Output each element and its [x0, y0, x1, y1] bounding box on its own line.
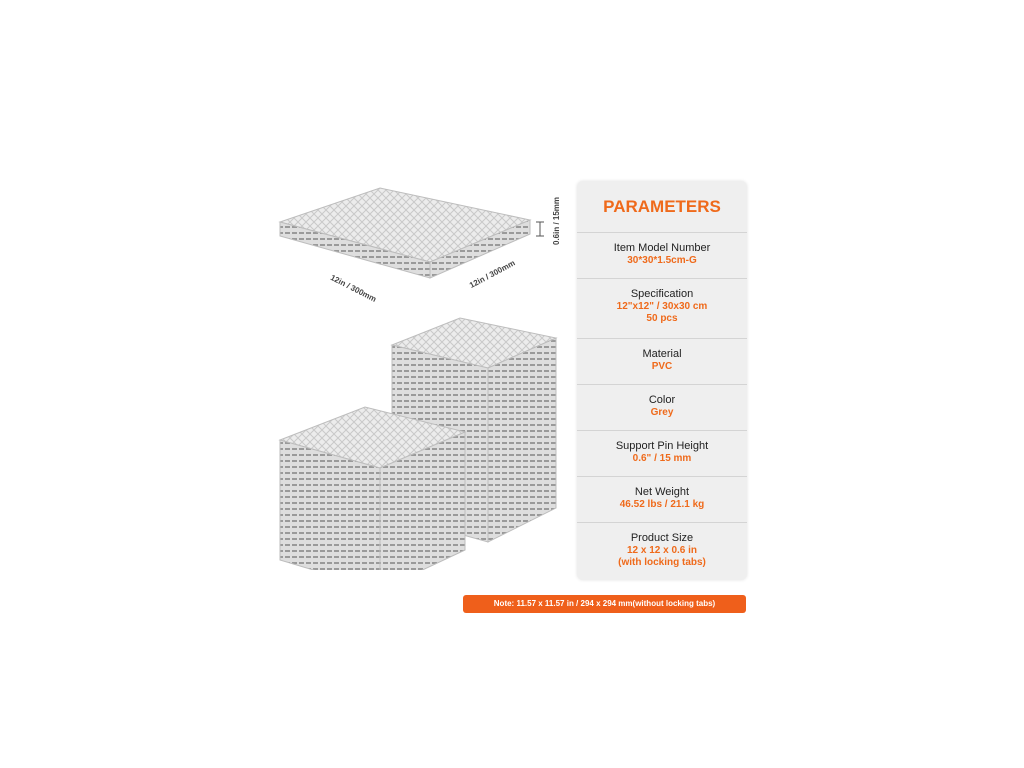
dimension-left-label: 12in / 300mm — [328, 273, 378, 304]
tile-illustration — [270, 170, 570, 570]
tile-stack-front — [280, 407, 465, 570]
tile-stack-image — [270, 170, 570, 570]
height-marker — [536, 222, 544, 236]
param-label: Specification — [630, 288, 694, 300]
param-label: Support Pin Height — [615, 440, 709, 452]
param-label: Product Size — [630, 532, 694, 544]
param-value: 0.6" / 15 mm — [632, 453, 692, 464]
param-value: 12"x12" / 30x30 cm — [616, 301, 708, 312]
param-value: PVC — [651, 361, 673, 372]
dimension-right-label: 12in / 300mm — [468, 258, 517, 290]
dimension-height-label: 0.6in / 15mm — [552, 196, 561, 245]
param-row-color — [577, 384, 747, 431]
param-label: Net Weight — [634, 486, 690, 498]
param-row-model — [577, 232, 747, 279]
param-value: 46.52 lbs / 21.1 kg — [619, 499, 705, 510]
param-value-secondary: 50 pcs — [646, 313, 678, 324]
single-tile — [280, 188, 530, 278]
param-row-net-weight — [577, 476, 747, 523]
param-label: Item Model Number — [613, 242, 711, 254]
param-value-secondary: (with locking tabs) — [618, 557, 706, 568]
param-value: 12 x 12 x 0.6 in — [626, 545, 698, 556]
param-row-material — [577, 338, 747, 385]
note-bar: Note: 11.57 x 11.57 in / 294 x 294 mm(without locking tabs) — [463, 595, 746, 613]
param-row-specification — [577, 278, 747, 337]
param-row-product-size — [577, 522, 747, 571]
param-value: Grey — [650, 407, 674, 418]
param-value: 30*30*1.5cm-G — [627, 255, 697, 266]
param-row-pin-height — [577, 430, 747, 477]
parameters-title: PARAMETERS — [603, 197, 721, 216]
param-label: Material — [642, 348, 682, 360]
param-label: Color — [648, 394, 676, 406]
